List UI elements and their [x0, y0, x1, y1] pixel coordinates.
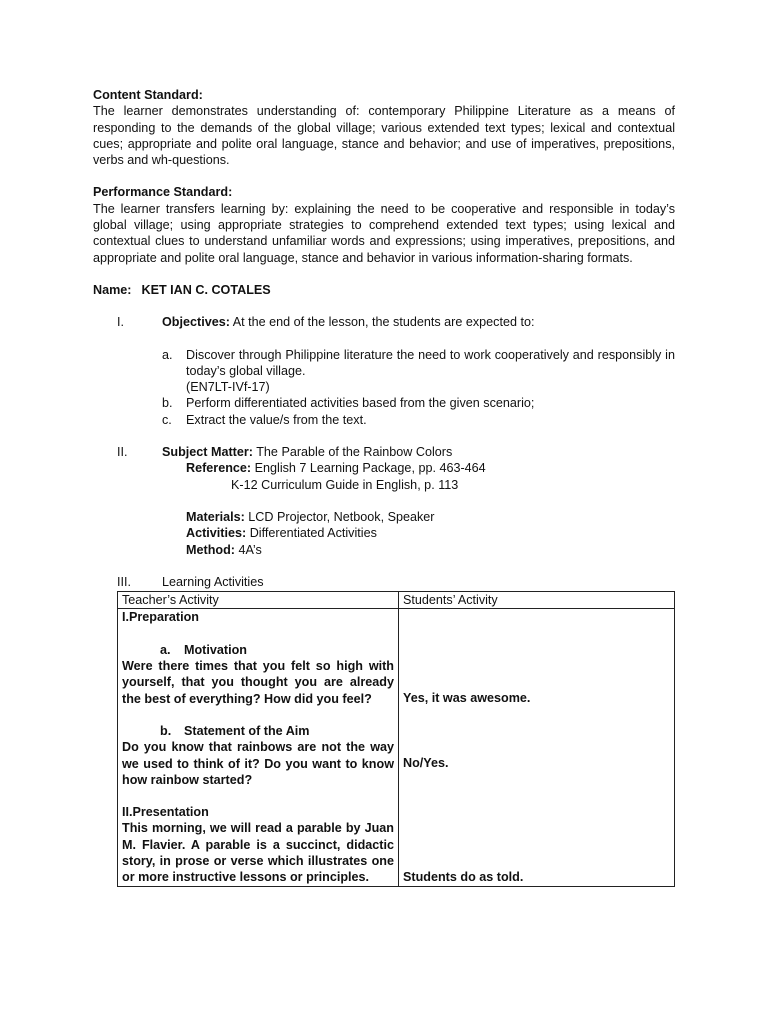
objective-code: (EN7LT-IVf-17): [186, 380, 270, 395]
objective-letter: a.: [162, 347, 173, 362]
objective-item: [162, 395, 675, 411]
objective-text: Discover through Philippine literature the need to work cooperatively and responsibly in today’s global village.: [186, 347, 675, 378]
students-activity-cell: [399, 609, 675, 886]
objective-text: Perform differentiated activities based from the given scenario;: [186, 396, 535, 411]
objectives-section: [93, 314, 675, 428]
name-value: KET IAN C. COTALES: [141, 282, 271, 297]
learning-activities-table: [117, 591, 675, 886]
presentation-text: This morning, we will read a parable by Juan M. Flavier. A parable is a succinct, didactic story, in prose or verse which illustrates one or more instructive lessons or principles.: [122, 821, 394, 885]
reference-2: K-12 Curriculum Guide in English, p. 113: [231, 477, 459, 492]
subject-matter-section: [93, 444, 675, 558]
activities-label: Activities:: [186, 526, 247, 541]
activities-value: Differentiated Activities: [246, 526, 377, 541]
objectives-intro: At the end of the lesson, the students are expected to:: [229, 315, 535, 330]
teacher-activity-cell: [118, 609, 399, 886]
materials-label: Materials:: [186, 509, 245, 524]
student-response: No/Yes.: [403, 756, 449, 771]
objectives-number: I.: [117, 315, 124, 330]
student-response: Students do as told.: [403, 870, 524, 885]
content-standard-section: [93, 87, 675, 168]
performance-standard-section: [93, 184, 675, 265]
objectives-label: Objectives:: [162, 315, 230, 330]
table-header-row: [118, 592, 675, 609]
column-header-teacher: Teacher’s Activity: [118, 592, 399, 609]
preparation-heading: I.Preparation: [122, 610, 199, 625]
learning-activities-heading-row: [93, 574, 675, 590]
content-standard-text: The learner demonstrates understanding of: contemporary Philippine Literature as a means of responding to the demands of the global village; various extended text types; lexical and contextual cues; appropriate and polite oral language, stance and behavior; and use of imperatives, prepositions, verbs and wh-questions.: [93, 104, 675, 168]
content-standard-heading: Content Standard:: [93, 88, 203, 102]
reference-1: English 7 Learning Package, pp. 463-464: [251, 461, 486, 476]
learning-activities-heading: Learning Activities: [162, 574, 264, 589]
performance-standard-heading: Performance Standard:: [93, 185, 233, 200]
name-row: [93, 282, 675, 298]
materials-value: LCD Projector, Netbook, Speaker: [244, 509, 435, 524]
reference-label: Reference:: [186, 461, 252, 476]
column-header-students: Students’ Activity: [399, 592, 675, 609]
objective-text: Extract the value/s from the text.: [186, 412, 367, 427]
learning-activities-number: III.: [117, 574, 131, 589]
table-row: [118, 609, 675, 886]
motivation-text: Were there times that you felt so high with yourself, that you thought you are already the best of everything? How did you feel?: [122, 659, 394, 706]
lesson-plan-page: [93, 87, 675, 887]
presentation-heading: II.Presentation: [122, 805, 209, 820]
name-label: Name:: [93, 282, 132, 297]
objective-item: [162, 412, 675, 428]
aim-heading: b. Statement of the Aim: [160, 723, 310, 738]
method-label: Method:: [186, 542, 235, 557]
objective-item: [162, 347, 675, 396]
objective-letter: b.: [162, 396, 173, 411]
subject-matter-number: II.: [117, 445, 128, 460]
student-response: Yes, it was awesome.: [403, 691, 531, 706]
motivation-heading: a. Motivation: [160, 642, 247, 657]
performance-standard-text: The learner transfers learning by: explaining the need to be cooperative and responsible in today’s global village; using appropriate strategies to comprehend extended text types; using lexical and contextual clues to understand unfamiliar words and expressions; using imperatives, prepositions, and appropriate and polite oral language, stance and behavior in various information-sharing formats.: [93, 201, 675, 265]
subject-matter-title: The Parable of the Rainbow Colors: [252, 445, 453, 460]
objective-letter: c.: [162, 412, 172, 427]
subject-matter-label: Subject Matter:: [162, 445, 253, 460]
method-value: 4A’s: [234, 542, 262, 557]
aim-text: Do you know that rainbows are not the way we used to think of it? Do you want to know how rainbow started?: [122, 740, 394, 787]
